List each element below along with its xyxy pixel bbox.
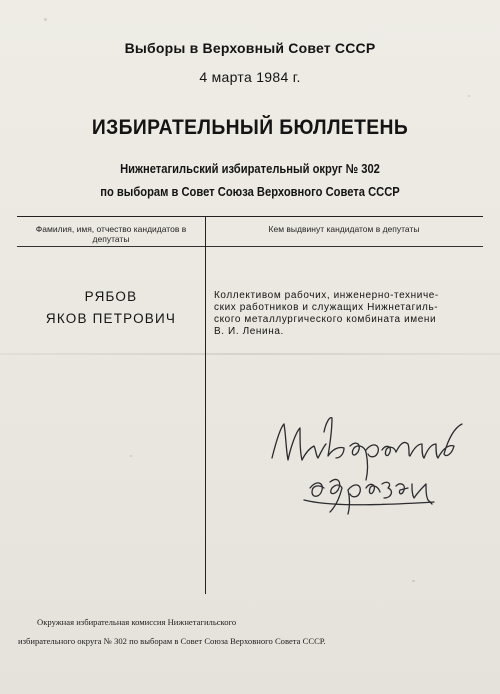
table-header-rule	[17, 246, 483, 247]
column-header-nominated-by: Кем выдвинут кандидатом в депутаты	[268, 224, 420, 234]
district-line-1: Нижнетагильский избирательный округ № 302	[120, 161, 380, 176]
paper-speck	[468, 95, 470, 97]
paper-speck	[44, 18, 47, 21]
footer-commission-line-1: Окружная избирательная комиссия Нижнетагильского	[37, 617, 237, 627]
handwritten-note	[258, 410, 478, 520]
footer-commission-line-2: избирательного округа № 302 по выборам в Совет Союза Верховного Совета СССР.	[18, 636, 326, 646]
ballot-title: ИЗБИРАТЕЛЬНЫЙ БЮЛЛЕТЕНЬ	[91, 116, 409, 139]
paper-speck	[412, 580, 415, 582]
paper-fold	[0, 353, 500, 355]
election-date: 4 марта 1984 г.	[199, 69, 301, 85]
candidate-surname: РЯБОВ	[84, 289, 138, 304]
nominated-by-text: Коллективом рабочих, инженерно-техниче- ских работников и служащих Нижнетагиль- ского металлургического комбината имени В. И. Ленина.	[214, 290, 439, 337]
column-header-candidate: Фамилия, имя, отчество кандидатов в депутаты	[35, 224, 187, 244]
district-line-2: по выборам в Совет Союза Верховного Совета СССР	[100, 184, 400, 199]
handwriting-drawing	[258, 410, 478, 520]
candidate-given-names: ЯКОВ ПЕТРОВИЧ	[45, 311, 177, 326]
table-top-rule	[17, 216, 483, 217]
election-title: Выборы в Верховный Совет СССР	[124, 40, 376, 56]
table-column-divider	[205, 216, 206, 594]
paper-speck	[130, 455, 132, 457]
